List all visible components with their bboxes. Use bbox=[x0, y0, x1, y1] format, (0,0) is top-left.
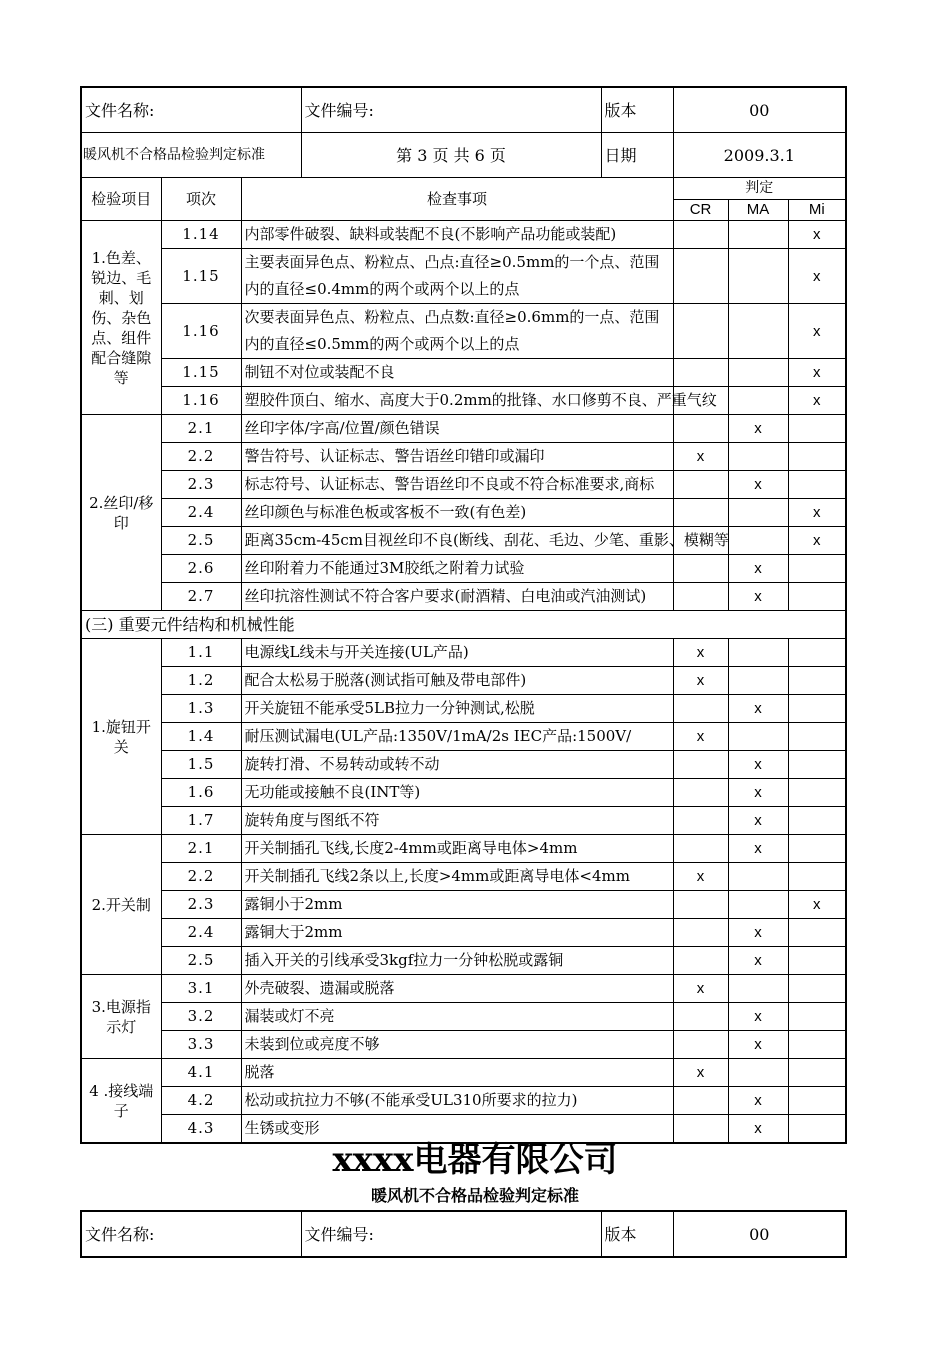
item-description: 脱落 bbox=[241, 1059, 673, 1087]
item-description: 丝印附着力不能通过3M胶纸之附着力试验 bbox=[241, 555, 673, 583]
judge-mi bbox=[788, 1031, 846, 1059]
item-index: 1.6 bbox=[161, 779, 241, 807]
item-index: 1.2 bbox=[161, 667, 241, 695]
judge-mi bbox=[788, 667, 846, 695]
item-index: 2.3 bbox=[161, 471, 241, 499]
table-row bbox=[81, 415, 846, 443]
judge-ma bbox=[728, 891, 788, 919]
table-row bbox=[81, 919, 846, 947]
judge-ma: x bbox=[728, 1087, 788, 1115]
item-description: 开关旋钮不能承受5LB拉力一分钟测试,松脱 bbox=[241, 695, 673, 723]
judge-cr bbox=[673, 751, 728, 779]
item-description: 次要表面异色点、粉粒点、凸点数:直径≥0.6mm的一点、范围内的直径≤0.5mm的两个或两个以上的点 bbox=[241, 304, 673, 359]
item-description: 漏装或灯不亮 bbox=[241, 1003, 673, 1031]
judge-ma bbox=[728, 1059, 788, 1087]
item-index: 1.3 bbox=[161, 695, 241, 723]
table-row bbox=[81, 221, 846, 249]
judge-mi bbox=[788, 835, 846, 863]
standard-subtitle: 暖风机不合格品检验判定标准 bbox=[370, 1186, 579, 1205]
table-row bbox=[81, 751, 846, 779]
inspection-table bbox=[80, 86, 847, 1144]
judge-mi: x bbox=[788, 304, 846, 359]
table-row bbox=[81, 835, 846, 863]
judge-cr bbox=[673, 583, 728, 611]
judge-mi bbox=[788, 1003, 846, 1031]
judge-mi bbox=[788, 639, 846, 667]
page-info: 第 3 页 共 6 页 bbox=[301, 133, 601, 178]
item-description: 露铜小于2mm bbox=[241, 891, 673, 919]
date-label: 日期 bbox=[601, 133, 673, 178]
item-description: 主要表面异色点、粉粒点、凸点:直径≥0.5mm的一个点、范围内的直径≤0.4mm的两个或两个以上的点 bbox=[241, 249, 673, 304]
item-description: 制钮不对位或装配不良 bbox=[241, 359, 673, 387]
item-description: 距离35cm-45cm目视丝印不良(断线、刮花、毛边、少笔、重影、模糊等 bbox=[241, 527, 673, 555]
version-label-2: 版本 bbox=[601, 1211, 673, 1257]
item-index: 1.16 bbox=[161, 387, 241, 415]
judge-ma bbox=[728, 387, 788, 415]
version-value-2: 00 bbox=[673, 1211, 846, 1257]
judge-cr bbox=[673, 555, 728, 583]
judge-ma: x bbox=[728, 471, 788, 499]
judge-mi: x bbox=[788, 891, 846, 919]
table-row bbox=[81, 304, 846, 359]
item-description: 旋转角度与图纸不符 bbox=[241, 807, 673, 835]
item-index: 2.5 bbox=[161, 527, 241, 555]
judge-ma bbox=[728, 499, 788, 527]
judge-mi bbox=[788, 415, 846, 443]
judge-mi bbox=[788, 919, 846, 947]
item-description: 塑胶件顶白、缩水、高度大于0.2mm的批锋、水口修剪不良、严重气纹 bbox=[241, 387, 673, 415]
next-page-header-table bbox=[80, 1210, 847, 1258]
item-index: 2.6 bbox=[161, 555, 241, 583]
item-index: 1.14 bbox=[161, 221, 241, 249]
item-description: 耐压测试漏电(UL产品:1350V/1mA/2s IEC产品:1500V/ bbox=[241, 723, 673, 751]
judge-cr bbox=[673, 695, 728, 723]
inspection-item-group: 4 .接线端子 bbox=[81, 1059, 161, 1144]
doc-title: 暖风机不合格品检验判定标准 bbox=[81, 133, 301, 178]
section-row bbox=[81, 611, 846, 639]
item-description: 内部零件破裂、缺料或装配不良(不影响产品功能或装配) bbox=[241, 221, 673, 249]
table-row bbox=[81, 863, 846, 891]
item-index: 2.5 bbox=[161, 947, 241, 975]
judge-mi: x bbox=[788, 359, 846, 387]
item-index: 1.7 bbox=[161, 807, 241, 835]
judge-mi bbox=[788, 1059, 846, 1087]
inspection-item-group: 1.色差、锐边、毛刺、划伤、杂色点、组件配合缝隙等 bbox=[81, 221, 161, 415]
item-index: 2.1 bbox=[161, 415, 241, 443]
table-row bbox=[81, 359, 846, 387]
item-index: 1.16 bbox=[161, 304, 241, 359]
judge-cr: x bbox=[673, 667, 728, 695]
judge-mi: x bbox=[788, 527, 846, 555]
judge-cr bbox=[673, 947, 728, 975]
judge-ma: x bbox=[728, 947, 788, 975]
judge-cr bbox=[673, 1087, 728, 1115]
item-index: 2.4 bbox=[161, 919, 241, 947]
table-row bbox=[81, 947, 846, 975]
col-matter: 检查事项 bbox=[241, 178, 673, 221]
table-row bbox=[81, 443, 846, 471]
item-description: 插入开关的引线承受3kgf拉力一分钟松脱或露铜 bbox=[241, 947, 673, 975]
date-value: 2009.3.1 bbox=[673, 133, 846, 178]
judge-ma bbox=[728, 443, 788, 471]
judge-ma bbox=[728, 723, 788, 751]
table-row bbox=[81, 387, 846, 415]
item-index: 1.15 bbox=[161, 249, 241, 304]
table-row bbox=[81, 891, 846, 919]
item-description: 旋转打滑、不易转动或转不动 bbox=[241, 751, 673, 779]
item-description: 标志符号、认证标志、警告语丝印不良或不符合标准要求,商标 bbox=[241, 471, 673, 499]
table-row bbox=[81, 471, 846, 499]
judge-ma: x bbox=[728, 779, 788, 807]
item-description: 未装到位或亮度不够 bbox=[241, 1031, 673, 1059]
judge-mi bbox=[788, 471, 846, 499]
inspection-sheet bbox=[80, 86, 845, 1144]
item-description: 配合太松易于脱落(测试指可触及带电部件) bbox=[241, 667, 673, 695]
item-index: 3.1 bbox=[161, 975, 241, 1003]
item-index: 1.15 bbox=[161, 359, 241, 387]
judge-cr bbox=[673, 1003, 728, 1031]
item-description: 丝印颜色与标准色板或客板不一致(有色差) bbox=[241, 499, 673, 527]
table-row bbox=[81, 667, 846, 695]
judge-cr bbox=[673, 835, 728, 863]
table-row bbox=[81, 555, 846, 583]
judge-ma: x bbox=[728, 835, 788, 863]
version-label: 版本 bbox=[601, 87, 673, 133]
table-row bbox=[81, 1087, 846, 1115]
judge-ma bbox=[728, 863, 788, 891]
table-row bbox=[81, 527, 846, 555]
item-description: 警告符号、认证标志、警告语丝印错印或漏印 bbox=[241, 443, 673, 471]
judge-ma bbox=[728, 249, 788, 304]
table-row bbox=[81, 583, 846, 611]
judge-ma bbox=[728, 527, 788, 555]
judge-cr bbox=[673, 779, 728, 807]
item-index: 1.5 bbox=[161, 751, 241, 779]
judge-mi bbox=[788, 975, 846, 1003]
file-no-label: 文件编号: bbox=[301, 87, 601, 133]
judge-cr bbox=[673, 499, 728, 527]
judge-ma: x bbox=[728, 415, 788, 443]
judge-ma bbox=[728, 639, 788, 667]
judge-ma: x bbox=[728, 1031, 788, 1059]
item-index: 2.7 bbox=[161, 583, 241, 611]
item-description: 丝印字体/字高/位置/颜色错误 bbox=[241, 415, 673, 443]
inspection-item-group: 1.旋钮开关 bbox=[81, 639, 161, 835]
judge-ma bbox=[728, 304, 788, 359]
item-description: 生锈或变形 bbox=[241, 1115, 673, 1144]
table-row bbox=[81, 723, 846, 751]
item-index: 3.2 bbox=[161, 1003, 241, 1031]
judge-ma: x bbox=[728, 807, 788, 835]
judge-cr: x bbox=[673, 863, 728, 891]
item-index: 1.4 bbox=[161, 723, 241, 751]
judge-cr bbox=[673, 919, 728, 947]
company-name: xxxx电器有限公司 bbox=[332, 1140, 618, 1180]
judge-cr: x bbox=[673, 723, 728, 751]
item-index: 2.4 bbox=[161, 499, 241, 527]
table-row bbox=[81, 695, 846, 723]
inspection-item-group: 2.开关制 bbox=[81, 835, 161, 975]
judge-mi bbox=[788, 723, 846, 751]
version-value: 00 bbox=[673, 87, 846, 133]
item-description: 松动或抗拉力不够(不能承受UL310所要求的拉力) bbox=[241, 1087, 673, 1115]
judge-mi bbox=[788, 695, 846, 723]
item-index: 1.1 bbox=[161, 639, 241, 667]
file-name-label: 文件名称: bbox=[81, 87, 301, 133]
item-index: 3.3 bbox=[161, 1031, 241, 1059]
item-index: 2.1 bbox=[161, 835, 241, 863]
col-ma: MA bbox=[728, 199, 788, 221]
judge-ma: x bbox=[728, 919, 788, 947]
judge-mi bbox=[788, 583, 846, 611]
table-row bbox=[81, 975, 846, 1003]
judge-cr bbox=[673, 304, 728, 359]
judge-ma: x bbox=[728, 555, 788, 583]
table-row bbox=[81, 807, 846, 835]
next-header-row bbox=[81, 1211, 846, 1257]
header-row-1 bbox=[81, 87, 846, 133]
col-mi: Mi bbox=[788, 199, 846, 221]
judge-cr bbox=[673, 359, 728, 387]
judge-mi bbox=[788, 779, 846, 807]
judge-mi: x bbox=[788, 387, 846, 415]
item-description: 开关制插孔飞线,长度2-4mm或距离导电体>4mm bbox=[241, 835, 673, 863]
file-no-label-2: 文件编号: bbox=[301, 1211, 601, 1257]
judge-ma: x bbox=[728, 751, 788, 779]
item-description: 无功能或接触不良(INT等) bbox=[241, 779, 673, 807]
item-index: 4.2 bbox=[161, 1087, 241, 1115]
col-index: 项次 bbox=[161, 178, 241, 221]
col-cr: CR bbox=[673, 199, 728, 221]
item-index: 2.2 bbox=[161, 443, 241, 471]
next-page-header bbox=[80, 1210, 845, 1258]
column-header-row bbox=[81, 178, 846, 200]
table-row bbox=[81, 1031, 846, 1059]
judge-cr bbox=[673, 891, 728, 919]
judge-ma bbox=[728, 359, 788, 387]
item-description: 外壳破裂、遗漏或脱落 bbox=[241, 975, 673, 1003]
item-description: 丝印抗溶性测试不符合客户要求(耐酒精、白电油或汽油测试) bbox=[241, 583, 673, 611]
judge-mi bbox=[788, 555, 846, 583]
item-description: 电源线L线未与开关连接(UL产品) bbox=[241, 639, 673, 667]
item-index: 4.3 bbox=[161, 1115, 241, 1144]
header-row-2 bbox=[81, 133, 846, 178]
judge-cr bbox=[673, 1031, 728, 1059]
table-row bbox=[81, 499, 846, 527]
table-row bbox=[81, 1003, 846, 1031]
section-title: (三) 重要元件结构和机械性能 bbox=[81, 611, 846, 639]
judge-cr bbox=[673, 221, 728, 249]
judge-cr: x bbox=[673, 639, 728, 667]
judge-ma bbox=[728, 221, 788, 249]
col-judge: 判定 bbox=[673, 178, 846, 200]
table-row bbox=[81, 1059, 846, 1087]
judge-mi bbox=[788, 863, 846, 891]
judge-ma bbox=[728, 667, 788, 695]
judge-cr bbox=[673, 249, 728, 304]
judge-mi bbox=[788, 443, 846, 471]
judge-ma: x bbox=[728, 583, 788, 611]
judge-mi: x bbox=[788, 249, 846, 304]
item-index: 2.2 bbox=[161, 863, 241, 891]
inspection-item-group: 3.电源指示灯 bbox=[81, 975, 161, 1059]
item-description: 露铜大于2mm bbox=[241, 919, 673, 947]
judge-cr: x bbox=[673, 975, 728, 1003]
judge-mi: x bbox=[788, 221, 846, 249]
judge-cr bbox=[673, 471, 728, 499]
judge-mi bbox=[788, 807, 846, 835]
table-row bbox=[81, 249, 846, 304]
item-description: 开关制插孔飞线2条以上,长度>4mm或距离导电体<4mm bbox=[241, 863, 673, 891]
judge-cr: x bbox=[673, 1059, 728, 1087]
judge-mi bbox=[788, 1087, 846, 1115]
item-index: 2.3 bbox=[161, 891, 241, 919]
table-row bbox=[81, 779, 846, 807]
judge-ma: x bbox=[728, 1003, 788, 1031]
judge-ma: x bbox=[728, 1115, 788, 1144]
judge-cr bbox=[673, 807, 728, 835]
judge-cr: x bbox=[673, 443, 728, 471]
col-item: 检验项目 bbox=[81, 178, 161, 221]
table-row bbox=[81, 639, 846, 667]
judge-ma bbox=[728, 975, 788, 1003]
judge-cr bbox=[673, 415, 728, 443]
inspection-item-group: 2.丝印/移印 bbox=[81, 415, 161, 611]
judge-mi bbox=[788, 947, 846, 975]
file-name-label-2: 文件名称: bbox=[81, 1211, 301, 1257]
judge-ma: x bbox=[728, 695, 788, 723]
judge-mi bbox=[788, 751, 846, 779]
item-index: 4.1 bbox=[161, 1059, 241, 1087]
judge-mi: x bbox=[788, 499, 846, 527]
